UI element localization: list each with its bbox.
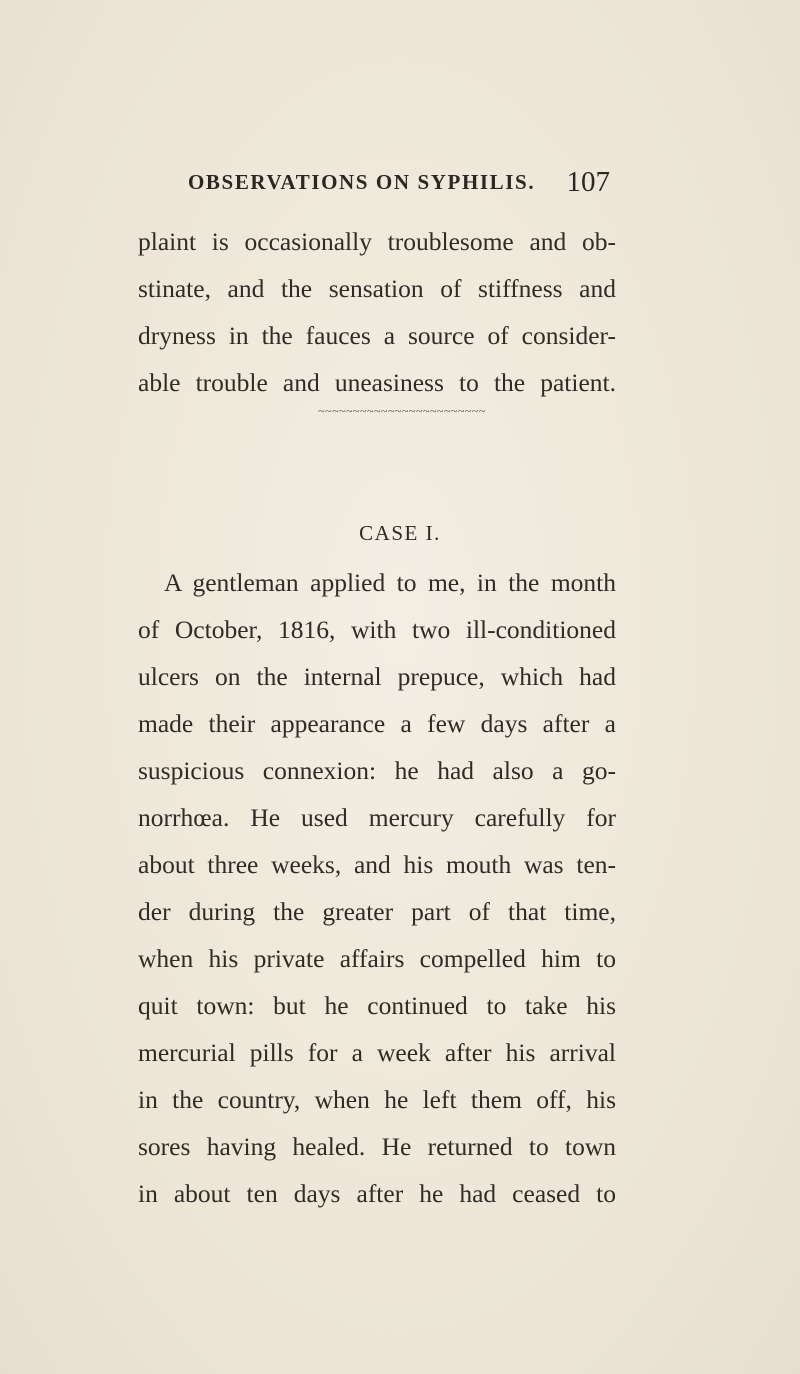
- case-heading: CASE I.: [359, 521, 441, 545]
- text-line: in the country, when he left them off, his: [138, 1085, 616, 1114]
- text-line: A gentleman applied to me, in the month: [164, 568, 616, 597]
- text-line: mercurial pills for a week after his arrival: [138, 1038, 616, 1067]
- text-line: ulcers on the internal prepuce, which had: [138, 662, 616, 691]
- text-line: made their appearance a few days after a: [138, 709, 616, 738]
- text-line: of October, 1816, with two ill-conditioned: [138, 615, 616, 644]
- running-head: [188, 166, 610, 206]
- text-line: dryness in the fauces a source of consider-: [138, 321, 616, 350]
- text-line: able trouble and uneasiness to the patient.: [138, 368, 616, 397]
- text-line: suspicious connexion: he had also a go-: [138, 756, 616, 785]
- text-line: plaint is occasionally troublesome and ob-: [138, 227, 616, 256]
- ornament-divider: ~~~~~~~~~~~~~~~~~~~~~~~~: [318, 404, 486, 414]
- text-line: stinate, and the sensation of stiffness and: [138, 274, 616, 303]
- paragraph-1: [138, 218, 616, 406]
- running-title: OBSERVATIONS ON SYPHILIS.: [188, 170, 536, 194]
- paragraph-2: [138, 559, 616, 1217]
- text-line: der during the greater part of that time,: [138, 897, 616, 926]
- text-line: quit town: but he continued to take his: [138, 991, 616, 1020]
- text-line: norrhœa. He used mercury carefully for: [138, 803, 616, 832]
- text-line: when his private affairs compelled him to: [138, 944, 616, 973]
- page-number: 107: [566, 166, 610, 198]
- text-line: in about ten days after he had ceased to: [138, 1179, 616, 1208]
- text-line: about three weeks, and his mouth was ten-: [138, 850, 616, 879]
- text-line: sores having healed. He returned to town: [138, 1132, 616, 1161]
